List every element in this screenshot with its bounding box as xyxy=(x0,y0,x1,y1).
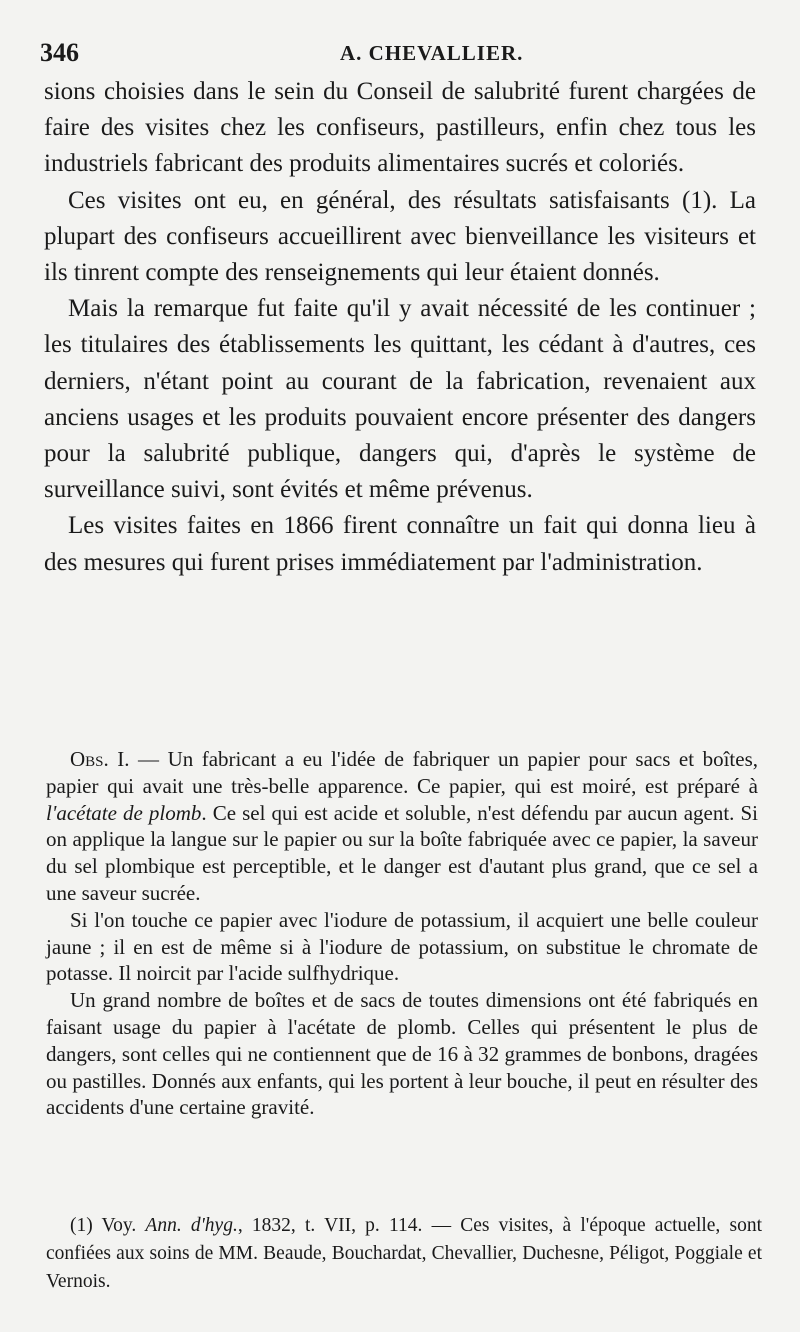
observation-label: Obs. I. xyxy=(70,747,130,771)
paragraph: Ces visites ont eu, en général, des résultats satisfaisants (1). La plupart des confiseurs accueillirent avec bienveillance les visiteurs et ils tinrent compte des renseignements qui leur étaient donnés. xyxy=(44,186,756,287)
observation-paragraph xyxy=(46,746,758,907)
observation-text: Un fabricant a eu l'idée de fabriquer un papier pour sacs et boîtes, papier qui avait une très-belle apparence. Ce papier, qui est moiré, est préparé à xyxy=(46,747,759,798)
page-number: 346 xyxy=(40,38,79,67)
observation-paragraph: Un grand nombre de boîtes et de sacs de toutes dimensions ont été fabriqués en faisant usage du papier à l'acétate de plomb. Celles qui présentent le plus de dangers, sont celles qui ne contiennent que de 16 à 32 grammes de bonbons, dragées ou pastilles. Donnés aux enfants, qui les portent à leur bouche, il peut en résulter des accidents d'une certaine gravité. xyxy=(46,988,758,1120)
observation-emphasis: l'acétate de plomb xyxy=(46,800,202,825)
observation-dash: — xyxy=(129,747,168,771)
footnote xyxy=(46,1212,762,1296)
observation-block xyxy=(46,746,758,1121)
footnote-paragraph xyxy=(46,1212,762,1296)
footnote-journal: Ann. d'hyg. xyxy=(145,1215,238,1236)
observation-paragraph: Si l'on touche ce papier avec l'iodure de potassium, il acquiert une belle couleur jaune ; il en est de même si à l'iodure de potassium, on substitue le chromate de potasse. Il noircit par l'acide sulfhydrique. xyxy=(46,907,758,986)
page-header xyxy=(40,38,760,68)
footnote-text: , 1832, t. VII, p. 114. — Ces visites, à l'époque actuelle, sont confiées aux soins de MM. Beaude, Bouchardat, Chevallier, Duchesne, Péligot, Poggiale et Vernois. xyxy=(46,1215,762,1292)
footnote-text: (1) Voy. xyxy=(70,1215,146,1236)
paragraph: Les visites faites en 1866 firent connaître un fait qui donna lieu à des mesures qui furent prises immédiatement par l'administration. xyxy=(44,512,756,576)
paragraph: Mais la remarque fut faite qu'il y avait nécessité de les continuer ; les titulaires des établissements les quittant, les cédant à d'autres, ces derniers, n'étant point au courant de la fabrication, revenaient aux anciens usages et les produits pouvaient encore présenter des dangers pour la salubrité publique, dangers qui, d'après le système de surveillance suivi, sont évités et même prévenus. xyxy=(44,295,756,504)
paragraph-continuation: sions choisies dans le sein du Conseil de salubrité furent chargées de faire des visites chez les confiseurs, pastilleurs, enfin chez tous les industriels fabricant des produits alimentaires sucrés et coloriés. xyxy=(44,78,756,178)
main-text xyxy=(44,74,756,581)
running-head: A. CHEVALLIER. xyxy=(340,41,524,65)
observation-text: . Ce sel qui est acide et soluble, n'est défendu par aucun agent. Si on applique la langue sur le papier ou sur la boîte fabriquée avec ce papier, la saveur du sel plombique est perceptible, et le danger est d'autant plus grand, que ce sel a une saveur sucrée. xyxy=(46,800,758,905)
